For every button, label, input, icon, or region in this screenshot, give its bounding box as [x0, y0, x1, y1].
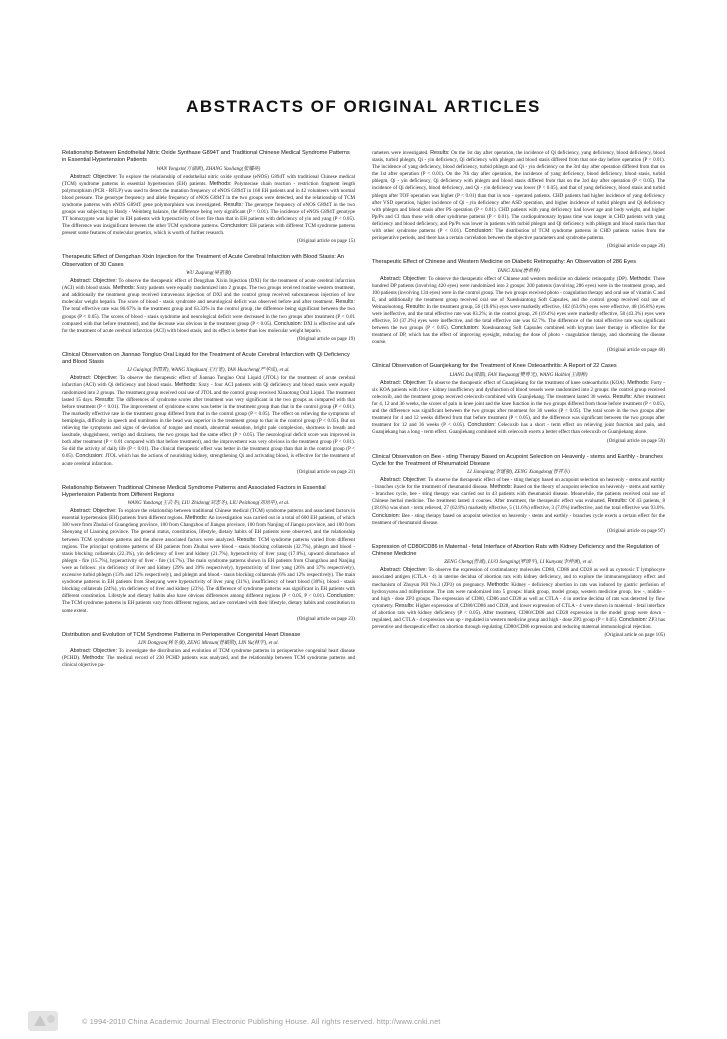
- page-title: ABSTRACTS OF ORIGINAL ARTICLES: [186, 97, 541, 116]
- article-authors: TANG Xilin(唐希林): [497, 267, 540, 274]
- methods-text: Three hundred DP patients (involving 420 eyes) were randomized into 2 groups: 200 patients (involving 286 eyes) were in the treatment group, and 100 patients (involving 134 eyes) were in the control group. The two groups received photo - coagulation therapy and oral use of vitamin C and E, and additionally the treatment group received oral use of Xueshuantong Soft Capsules, and the control group received oral use of Weinaoluotong.: [372, 275, 665, 310]
- original-article-ref: (Original article on page 26): [607, 243, 665, 250]
- abstract-label: Abstract:: [70, 375, 92, 382]
- conclusion-text: Celecoxib has a short - term effect on relieving joint function and pain, and Guanjiekang has a long - term effect. Guanjiekang combined with celecoxib exerts a better effect than celecoxib or Guanjiekang alone.: [372, 422, 666, 436]
- results-label: Results:: [607, 498, 628, 505]
- conclusion-label: Conclusion:: [220, 223, 249, 230]
- results-text: TCM syndrome patterns varied from different regions. The principal syndrome patterns of EH patients from Zhuhai were blood - stasis blocking collaterals (32.7%), phlegm and blood - stasis blocking collaterals (22.3%), yin deficiency of liver and kidney (21.7%), hyperactivity of liver yang (17.0%), upward disturbance of phlegm - fire (15.7%), hyperactivity of liver - fire (14.7%). The main syndrome patterns shown in EH patients from Changzhou and Nanjing were as follows: yin deficiency of liver and kidney (29% and 39% respectively), hyperactivity of liver yang (26% and 37% respectively), excessive turbid phlegm (13% and 12% respectively), and phlegm and blood - stasis blocking collaterals (6% and 12% respectively). The main syndrome patterns in EH patients from Shenyang were hyperactivity of liver yang (31%), insufficiency of heart blood (30%), blood - stasis blocking collaterals (24%), yin deficiency of liver and kidney (23%). The difference of syndrome patterns was significant in EH patients with different constitution. Lifestyle and dietary habits also have obvious differences among different regions (P < 0.05, P < 0.01).: [62, 536, 355, 600]
- article-authors: LI Jianqiang(李建强), ZENG Xiangdong(曾祥东): [467, 469, 570, 476]
- article-entry: [372, 259, 665, 354]
- article-authors: WAN Yongxin(万涌新), ZHANG Yaoliang(张耀亮): [156, 165, 261, 172]
- methods-text: Polymerase chain reaction - restriction fragment length polymorphism (PCR - RFLP) was used to detect the mutation frequency of eNOS G894T in 168 EH patients and in 42 volunteers with normal blood pressure. The genotype frequency and allele frequency of eNOS G894T in the two groups were detected, and the relationship of TCM syndrome patterns with eNOS G894T gene polymorphism was investigated.: [62, 180, 356, 208]
- objective-label: Objective:: [402, 477, 427, 484]
- article-authors: ZENG Cheng(曾诚), LUO Songping(罗颂平), LI Kunyan(李坤寅), et al.: [444, 559, 593, 566]
- article-title: Therapeutic Effect of Chinese and Western Medicine on Diabetic Retinopathy: An Observation of 286 Eyes: [372, 259, 637, 266]
- conclusion-label: Conclusion:: [451, 325, 480, 332]
- methods-text: Based on the theory of acupoint selection on heavenly - stems and earthly - branches cycle, bee - sting therapy was carried out in 43 patients with rheumatoid disease. Meanwhile, the patients received oral use of Chinese herbal medicine. The treatment lasted 4 courses. After treatment, the therapeutic effect was evaluated.: [372, 484, 665, 505]
- abstract-label: Abstract:: [70, 173, 92, 180]
- article-abstract: [62, 174, 355, 238]
- article-authors: LIN Dongyan(林冬彦), ZENG Minxun(曾敏勋), LIN Yu(林宇), et al.: [138, 639, 279, 646]
- article-authors: LIANG Du(梁都), FAN Yueguang(樊粤光), WANG Haibin(王海彬): [449, 371, 588, 378]
- results-text: The genotype frequency of eNOS G894T in the two groups was subjecting to Hardy - Weinberg balance, the difference being very significant (P < 0.01). The incidence of eNOS G894T genotype TT homozygote was higher in EH patients with hyperactivity of liver fire than that in EH patients with deficiency of yin and yang (P < 0.05). The difference was insignificant between the other TCM syndrome patterns.: [62, 201, 355, 230]
- methods-label: Methods:: [487, 581, 510, 588]
- article-entry: [372, 544, 665, 639]
- results-label: Results:: [335, 299, 355, 306]
- results-label: Results:: [612, 393, 633, 400]
- conclusion-text: Xueshuantong Soft Capsules combined with krypton laser therapy is effective for the treatment of DP, which has the effect of improving eyesight, reducing the dose of photo - coagulation therapy, and shortening the disease course.: [372, 325, 665, 346]
- conclusion-label: Conclusion:: [618, 617, 648, 623]
- objective-label: Objective:: [402, 275, 427, 282]
- conclusion-text: JTOL which has the actions of nourishing kidney, strengthening Qi and activating blood, is effective for the treatment of acute cerebral infarction.: [62, 453, 355, 467]
- objective-text: To explore the relationship between traditional Chinese medical (TCM) syndrome patterns and associated factors in essential hypertension (EH) patients from different regions.: [62, 508, 356, 522]
- results-text: Higher expression of CD80/CD86 and CD28, and lower expression of CTLA - 4 were shown in maternal - fetal interface of abortion rats with kidney deficiency (P < 0.05). After treatment, CD80/CD86 and CD28 expression in the model group were down - regulated, and CTLA - 4 expression was up - regulated in western medicine group and high - dose ZP3 group (P < 0.05).: [372, 602, 665, 623]
- article-abstract: [62, 375, 355, 467]
- original-article-ref: (Original article on page 19): [297, 335, 355, 342]
- objective-text: To explore the relationship of endothelial nitric oxide synthase (eNOS) G894T with traditional Chinese medical (TCM) syndrome patterns in essential hypertension (EH) patients.: [62, 173, 355, 187]
- article-abstract: [62, 508, 355, 614]
- methods-text: The medical record of 230 PCHD patients was analyzed, and the relationship between TCM syndrome patterns and clinical objective pa-: [62, 654, 355, 669]
- article-entry: [62, 254, 355, 342]
- methods-label: Methods:: [627, 379, 650, 386]
- conclusion-label: Conclusion:: [273, 320, 303, 327]
- conclusion-text: EH patients with different TCM syndrome patterns present some features of molecular genetics, which is worth of further research.: [62, 223, 355, 237]
- original-article-ref: (Original article on page 59): [607, 437, 665, 444]
- original-article-ref: (Original article on page 40): [607, 347, 665, 354]
- abstract-label: Abstract:: [70, 508, 92, 515]
- article-entry: [62, 150, 355, 245]
- results-label: Results:: [95, 396, 115, 403]
- objective-text: To observe the therapeutic effect of bee - sting therapy based on acupoint selection on heavenly - stems and earthly - branches cycle for the treatment of rheumatoid disease.: [372, 477, 666, 491]
- conclusion-text: DXI is effective and safe for the treatment of acute cerebral infarction (ACI) with blood stasis, and its effect is better than low molecular weight heparin.: [62, 320, 355, 334]
- cnki-logo-icon: [26, 1008, 66, 1034]
- article-entry: [62, 352, 355, 476]
- conclusion-label: Conclusion:: [467, 422, 496, 429]
- objective-label: Objective:: [93, 647, 117, 654]
- objective-text: To observe the therapeutic effect of Chinese and western medicine on diabetic retinopathy (DP).: [428, 275, 628, 282]
- results-text: Of 43 patients, 8 (18.6%) was short - term relieved, 27 (62.8%) markedly effective, 5 (11.6%) effective, 3 (7.0%) ineffective, and the total effective was 93.0%.: [372, 498, 665, 512]
- abstract-label: Abstract:: [70, 278, 92, 285]
- objective-label: Objective:: [93, 173, 118, 180]
- abstract-label: Abstract:: [380, 477, 402, 484]
- copyright-notice: © 1994-2010 China Academic Journal Electronic Publishing House. All rights reserved. http://www.cnki.net: [82, 1017, 441, 1026]
- methods-label: Methods:: [489, 484, 513, 491]
- article-title: Relationship Between Traditional Chinese Medical Syndrome Patterns and Associated Factors in Essential Hypertension Patients from Different Regions: [62, 484, 326, 498]
- article-entry: [62, 632, 355, 670]
- objective-text: To observe the therapeutic effect of Jiannao Tongluo Oral Liquid (JTOL) for the treatment of acute cerebral infarction (ACI) with Qi deficiency and blood stasis.: [62, 375, 355, 389]
- results-label: Results:: [430, 150, 450, 156]
- results-label: Results:: [223, 201, 243, 208]
- original-article-ref: (Original article on page 97): [607, 527, 665, 534]
- article-authors: WU Zuqiang(吴祖强): [186, 270, 231, 277]
- methods-label: Methods:: [185, 515, 208, 522]
- conclusion-text: The distribution of TCM syndrome patterns in CHD patients varies from the perioperative periods, and there has a certain correlation between the objective parameters and syndrome patterns.: [372, 228, 666, 242]
- methods-text: An investigation was carried out in a total of 600 EH patients, of which 300 were from Zhuhai of Guangdong province, 100 from Changzhou of Jiangsu province, 100 from Nanjing of Jiangsu province, and 100 from Shenyang of Liaoning province. The general status, constitution, lifestyle, dietary habits of EH patients were observed, and the relationship between TCM syndrome patterns and the above associated factors were analyzed.: [62, 515, 355, 543]
- results-label: Results:: [395, 602, 415, 609]
- conclusion-label: Conclusion:: [326, 593, 356, 600]
- abstract-label: Abstract:: [70, 647, 92, 654]
- article-title: Relationship Between Endothelial Nitric Oxide Synthase G894T and Traditional Chinese Medical Syndrome Patterns in Essential Hypertension Patients: [62, 150, 350, 164]
- objective-text: To observe the therapeutic effect of Dengzhan Xixin Injection (DXI) for the treatment of acute cerebral infarction (ACI) with blood stasis.: [62, 278, 356, 292]
- article-title: Clinical Observation on Jiannao Tongluo Oral Liquid for the Treatment of Acute Cerebral Infarction with Qi Deficiency and Blood Stasis: [62, 351, 350, 366]
- article-abstract: [62, 648, 355, 669]
- original-article-ref: (Original article on page 21): [297, 468, 355, 475]
- methods-label: Methods:: [629, 275, 652, 282]
- conclusion-text: ZP3 has preventive and therapeutic effect on abortion through regulating CD80/CD86 expression and reducing maternal immunological rejection.: [372, 617, 665, 631]
- conclusion-label: Conclusion:: [75, 453, 104, 460]
- abstract-continuation: rameters were investigated.: [372, 150, 429, 156]
- results-label: Results:: [236, 536, 257, 543]
- article-entry: [372, 150, 665, 250]
- methods-text: Sixty patients were equally randomized into 2 groups. The two groups received routine western treatment, and additionally the treatment group received intravenous injection of DXI and the control group received subcutaneous injection of low molecular weight heparin. The score of blood - stasis syndrome and neurological deficit was observed before and after treatment.: [62, 285, 355, 306]
- article-title: Distribution and Evolution of TCM Syndrome Patterns in Perioperative Congenital Heart Disease: [62, 631, 301, 638]
- article-authors: LI Guiqing(李国青), WANG Xingkuan(王行宽), YAN Huacheng(严华成), et al.: [127, 367, 290, 374]
- article-abstract: [372, 477, 665, 527]
- results-text: After treatment for 4, 12 and 36 weeks, the scores of pain in knee joint and the knee function in the two groups differed from those before treatment (P < 0.05), and the difference was significant between the two groups after treatment for 36 weeks (P < 0.05). The total score in the two groups after treatment for 4 and 12 weeks differed from that before treatment (P < 0.05), and the difference was significant between the two groups after treatment for 12 and 36 weeks (P < 0.05).: [372, 393, 665, 429]
- results-text: The total effective rate was 86.67% in the treatment group and 63.33% in the control group, the difference being significant between the two groups (P < 0.05). The scores of blood - stasis syndrome and neurological deficit were decreased in the two groups after treatment (P < 0.01 compared with that before treatment), and the decrease was obvious in the treatment group (P < 0.05).: [62, 306, 355, 327]
- article-entry: [372, 363, 665, 444]
- article-title: Therapeutic Effect of Dengzhan Xixin Injection for the Treatment of Acute Cerebral Infarction with Blood Stasis: An Observation of 30 Cases: [62, 254, 344, 268]
- abstract-label: Abstract:: [380, 379, 402, 386]
- article-abstract: [62, 278, 355, 335]
- methods-label: Methods:: [174, 382, 197, 389]
- objective-text: To investigate the distribution and evolution of TCM syndrome patterns in perioperative congenital heart disease (PCHD).: [62, 647, 356, 661]
- article-entry: [372, 454, 665, 535]
- original-article-ref: (Original article on page 15): [297, 238, 355, 245]
- article-abstract: [372, 276, 665, 347]
- methods-text: Sixty - four ACI patients with Qi deficiency and blood stasis were equally randomized into 2 groups. The treatment group received oral use of JTOL and the control group received Xinaotong Oral Liquid. The treatment lasted 15 days.: [62, 382, 355, 403]
- article-abstract: [372, 567, 665, 631]
- results-text: In the treatment group, 56 (19.6%) eyes were markedly effective, 182 (63.6%) eyes were effective, 48 (16.8%) eyes were ineffective, and the total effective rate was 83.2%; in the control group, 26 (19.4%) eyes were markedly effective, 58 (43.3%) eyes were effective, 50 (37.3%) eyes were ineffective, and the total effective rate was 62.7%. The difference of the total effective rate was significant between the two groups (P < 0.05).: [372, 303, 665, 332]
- page-footer: [0, 1008, 727, 1036]
- objective-text: To observe the therapeutic effect of Guanjiekang for the treatment of knee osteoarthritis (KOA).: [428, 379, 626, 386]
- article-title: Expression of CD80/CD86 in Maternal - fetal Interface of Abortion Rats with Kidney Deficiency and the Regulation of Chinese Medicine: [372, 543, 660, 558]
- article-entry: [62, 485, 355, 623]
- objective-text: To observe the expression of costimulatory molecules CD80, CD86 and CD28 as well as cytotoxic T lymphocyte associated antigen (CTLA - 4) in uterine decidua of abortion rats with kidney deficiency, and to explore the immunoregulatory effect and mechanism of Zhuyun Pill No.3 (ZP3) on pregnancy.: [372, 567, 665, 588]
- methods-label: Methods:: [209, 180, 232, 187]
- article-title: Clinical Observation of Guanjiekang for the Treatment of Knee Osteoarthritis: A Report of 22 Cases: [372, 363, 617, 370]
- article-authors: WANG Yundong(王芸冬), LIU Zhidong(刘志冬), LIU Peizhong(刘培中), et al.: [127, 500, 290, 507]
- original-article-ref: (Original article on page 105): [604, 632, 665, 639]
- methods-label: Methods:: [82, 654, 105, 661]
- article-title: Clinical Observation on Bee - sting Therapy Based on Acupoint Selection on Heavenly - stems and Earthly - branches Cycle for the Treatment of Rheumatoid Disease: [372, 453, 663, 467]
- objective-label: Objective:: [93, 375, 118, 382]
- abstract-label: Abstract:: [380, 275, 402, 282]
- article-abstract: [372, 150, 665, 242]
- abstract-label: Abstract:: [380, 567, 402, 574]
- methods-label: Methods:: [112, 285, 136, 292]
- methods-text: Forty - six KOA patients with liver - kidney insufficiency and dysfunction of blood vessels were randomized into 2 groups: the control group received celecoxib, and the treatment group received celecoxib combined with Guanjiekang. The treatment lasted 36 weeks.: [372, 379, 665, 400]
- results-text: The differences of syndrome scores after treatment was very significant in the two groups as compared with that before treatment (P < 0.01). The improvement of syndrome scores was better in the treatment group than that in the control group (P < 0.01). The markedly effective rate in the treatment group differed from that in the control group (P < 0.05). The effect on relieving the symptoms of hemiplegia, difficulty in speech and numbness in the head was superior in the treatment group to that in the control group (P < 0.05). But on relieving the symptoms and signs of deviation of tongue and mouth, abnormal sensation, bright pale complexion, shortness in breath and lassitude, sluggishness, vertigo and dizziness, the two groups had the same effect (P > 0.05). The neurological deficit score was improved in both after treatment (P < 0.01 compared with that before treatment), and the improvement was very obvious in the treatment group (P < 0.01). So did the activity of daily life (P < 0.01). The clinical therapeutic effect was better in the treatment group than that in the control group (P < 0.05).: [62, 396, 356, 460]
- objective-label: Objective:: [92, 278, 117, 285]
- left-column: [62, 150, 355, 678]
- objective-label: Objective:: [402, 567, 427, 574]
- objective-label: Objective:: [402, 379, 427, 386]
- results-text: On the 1st day after operation, the incidence of Qi deficiency, yang deficiency, blood deficiency, blood stasis, turbid phlegm, Qi - yin deficiency, Qi deficiency with phlegm and blood stasis differed from that one day before operation (P < 0.01). The incidence of yang deficiency, blood deficiency, turbid phlegm and Qi - yin deficiency on the 3rd day after operation differed from that on the 1st after operation (P < 0.01). On the 7th day after operation, the incidence of yang deficiency, blood deficiency, blood stasis, turbid phlegm, Qi - yin deficiency, Qi deficiency with phlegm and blood stasis differed from that on the 3rd day after operation (P < 0.05). The incidence of Qi deficiency, blood deficiency, and Qi - yin deficiency was lower (P < 0.05), and that of yang deficiency, blood stasis and turbid phlegm after TOF operation was higher (P < 0.01) than that in non - operated patients. CHD patients had higher incidence of yang deficiency after VSD operation, higher incidence of Qi - yin deficiency after ASD operation, and higher incidence of turbid phlegm and Qi deficiency with phlegm and blood stasis after PS operation (P < 0.01). CHD patients with yang deficiency had lower age and body weight, and higher Pp/Ps and CI than those with other syndrome patterns (P < 0.01). The cardiopulmonary bypass time was longer in CHD patients with yang deficiency and blood deficiency, and Pp/Ps was lower in patients with turbid phlegm and Qi deficiency with phlegm and blood stasis than that with other syndrome patterns (P < 0.01).: [372, 150, 665, 235]
- results-label: Results:: [405, 303, 426, 310]
- conclusion-label: Conclusion:: [464, 228, 493, 235]
- original-article-ref: (Original article on page 23): [297, 615, 355, 622]
- article-abstract: [372, 380, 665, 437]
- conclusion-label: Conclusion:: [372, 512, 401, 519]
- conclusion-text: Bee - sting therapy based on acupoint selection on heavenly - stems and earthly - branches cycle exerts a certain effect for the treatment of rheumatoid disease.: [372, 512, 665, 526]
- methods-text: Kidney - deficiency abortion in rats was induced by gastric perfusion of hydroxyurea and mifepristone. The rats were randomized into 5 groups: blank group, model group, western medicine group, low -, middle - and high - dose ZP3 groups. The expression of CD80, CD86 and CD28 as well as CTLA - 4 in uterine decidua of rats was detected by flow cytometry.: [372, 581, 665, 609]
- right-column: [372, 150, 665, 648]
- objective-label: Objective:: [92, 508, 117, 515]
- conclusion-text: The TCM syndrome patterns in EH patients vary from different regions, and are correlated with their lifestyle, dietary habits and constitution to some extent.: [62, 600, 355, 614]
